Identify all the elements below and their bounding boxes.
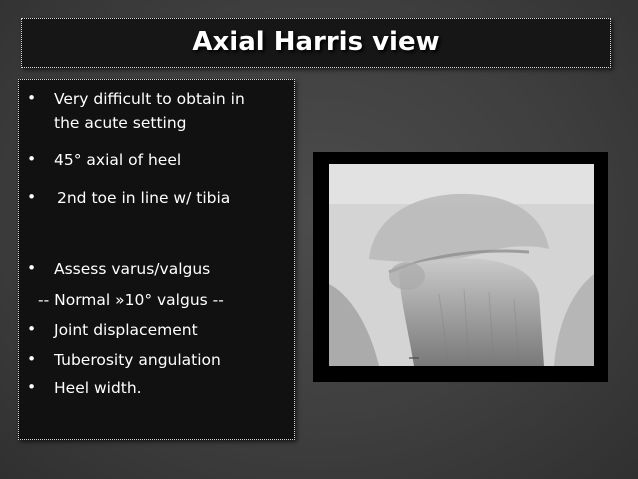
bullet-marker: • [27, 378, 37, 396]
bullet-marker: • [27, 150, 37, 168]
list-item-text: -- Normal »10° valgus -- [38, 291, 224, 309]
heel-xray-image [329, 164, 594, 366]
list-item-text: 45° axial of heel [54, 151, 182, 169]
bullet-marker: • [27, 89, 37, 107]
bullet-list-box [18, 79, 295, 440]
list-item-text: the acute setting [54, 114, 187, 132]
list-item-text: 2nd toe in line w/ tibia [57, 189, 231, 207]
bullet-marker: • [27, 350, 37, 368]
list-item-text: Assess varus/valgus [54, 260, 211, 278]
title-box [21, 18, 611, 68]
list-item-text: Very difficult to obtain in [54, 90, 245, 108]
bullet-marker: • [27, 188, 37, 206]
list-item-text: Tuberosity angulation [54, 351, 221, 369]
slide-title: Axial Harris view [192, 27, 440, 57]
list-item-text: Joint displacement [54, 321, 198, 339]
heel-xray-graphic [329, 164, 594, 366]
bullet-marker: • [27, 320, 37, 338]
list-item-text: Heel width. [54, 379, 142, 397]
xray-image-frame [313, 152, 608, 382]
bullet-marker: • [27, 259, 37, 277]
